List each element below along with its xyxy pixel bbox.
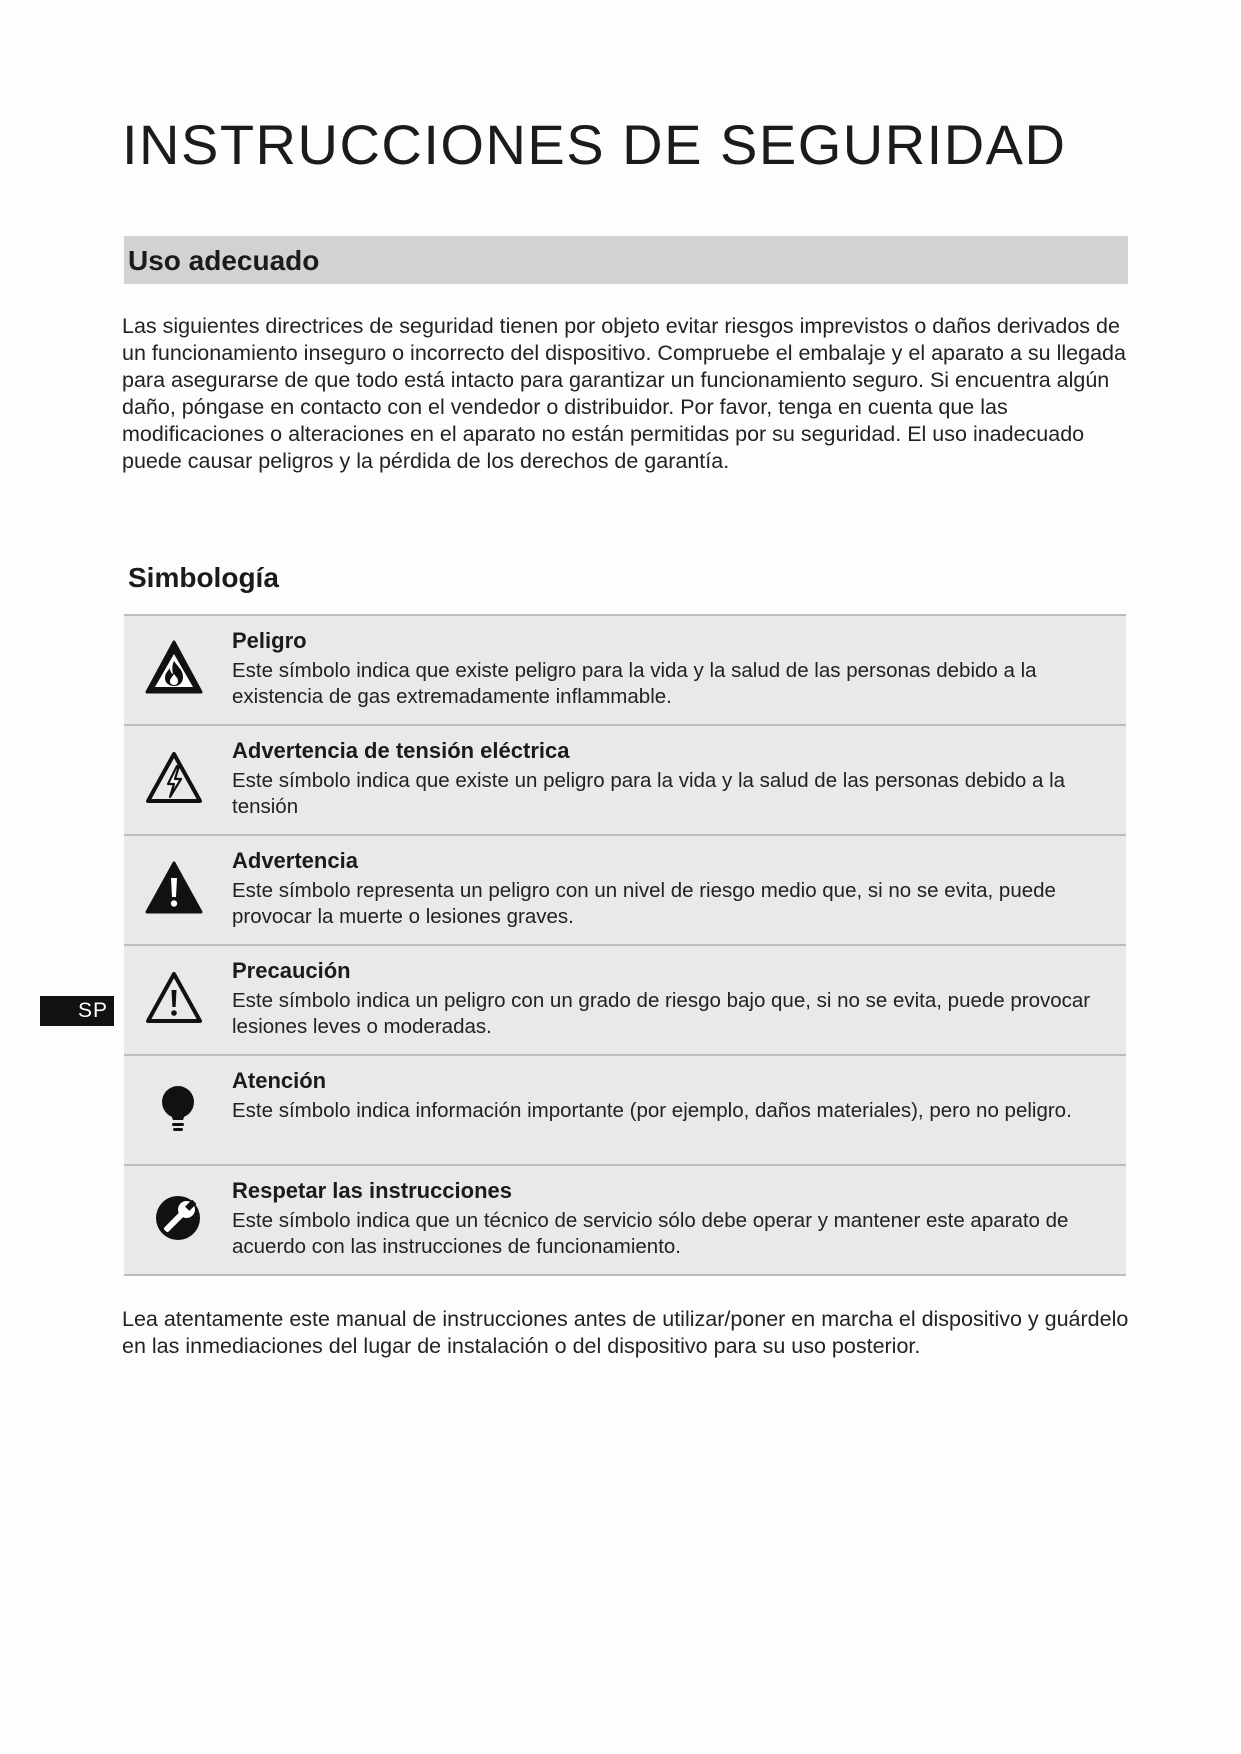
section-heading-label: Uso adecuado — [128, 245, 320, 276]
symbol-name: Advertencia de tensión eléctrica — [232, 738, 570, 763]
symbol-row-instrucciones — [124, 1166, 1126, 1276]
symbol-name: Advertencia — [232, 848, 358, 873]
symbol-description: Este símbolo indica un peligro con un grado de riesgo bajo que, si no se evita, puede provocar lesiones leves o moderadas. — [232, 989, 1091, 1038]
symbol-table — [124, 614, 1126, 1276]
symbol-description: Este símbolo indica que existe peligro para la vida y la salud de las personas debido a la existencia de gas extremadamente inflammable. — [232, 659, 1037, 708]
symbol-row-atencion — [124, 1056, 1126, 1166]
section-heading-simbologia: Simbología — [128, 562, 279, 593]
lightbulb-icon — [144, 1078, 204, 1138]
symbol-name: Precaución — [232, 958, 351, 983]
symbol-description: Este símbolo indica información importante (por ejemplo, daños materiales), pero no peligro. — [232, 1099, 1072, 1122]
symbol-description: Este símbolo indica que un técnico de servicio sólo debe operar y mantener este aparato de acuerdo con las instrucciones de funcionamiento. — [232, 1209, 1069, 1258]
exclamation-warning-icon — [144, 858, 204, 918]
symbol-name: Respetar las instrucciones — [232, 1178, 513, 1203]
electric-warning-icon — [144, 748, 204, 808]
symbol-row-advertencia — [124, 836, 1126, 946]
language-tab — [40, 996, 114, 1026]
page-title: INSTRUCCIONES DE SEGURIDAD — [122, 113, 1067, 176]
symbol-name: Atención — [232, 1068, 327, 1093]
symbol-description: Este símbolo indica que existe un peligro para la vida y la salud de las personas debido a la tensión — [232, 769, 1066, 818]
symbol-row-precaucion — [124, 946, 1126, 1056]
caution-triangle-icon — [144, 968, 204, 1028]
closing-paragraph: Lea atentamente este manual de instrucciones antes de utilizar/poner en marcha el dispositivo y guárdelo en las inmediaciones del lugar de instalación o del dispositivo para su uso posterior. — [122, 1307, 1129, 1358]
wrench-icon — [144, 1188, 204, 1248]
intro-paragraph: Las siguientes directrices de seguridad tienen por objeto evitar riesgos imprevistos o daños derivados de un funcionamiento inseguro o incorrecto del dispositivo. Compruebe el embalaje y el aparato a su llegada para asegurarse de que todo está intacto para garantizar un funcionamiento seguro. Si encuentra algún daño, póngase en contacto con el vendedor o distribuidor. Por favor, tenga en cuenta que las modificaciones o alteraciones en el aparato no están permitidas por su seguridad. El uso inadecuado puede causar peligros y la pérdida de los derechos de garantía. — [122, 314, 1126, 473]
language-tab-label: SP — [77, 999, 108, 1022]
symbol-row-peligro — [124, 616, 1126, 726]
flame-warning-icon — [144, 638, 204, 698]
section-heading-uso-adecuado — [124, 236, 1128, 284]
symbol-description: Este símbolo representa un peligro con un nivel de riesgo medio que, si no se evita, puede provocar la muerte o lesiones graves. — [232, 879, 1056, 928]
symbol-row-tension-electrica — [124, 726, 1126, 836]
symbol-name: Peligro — [232, 628, 307, 653]
